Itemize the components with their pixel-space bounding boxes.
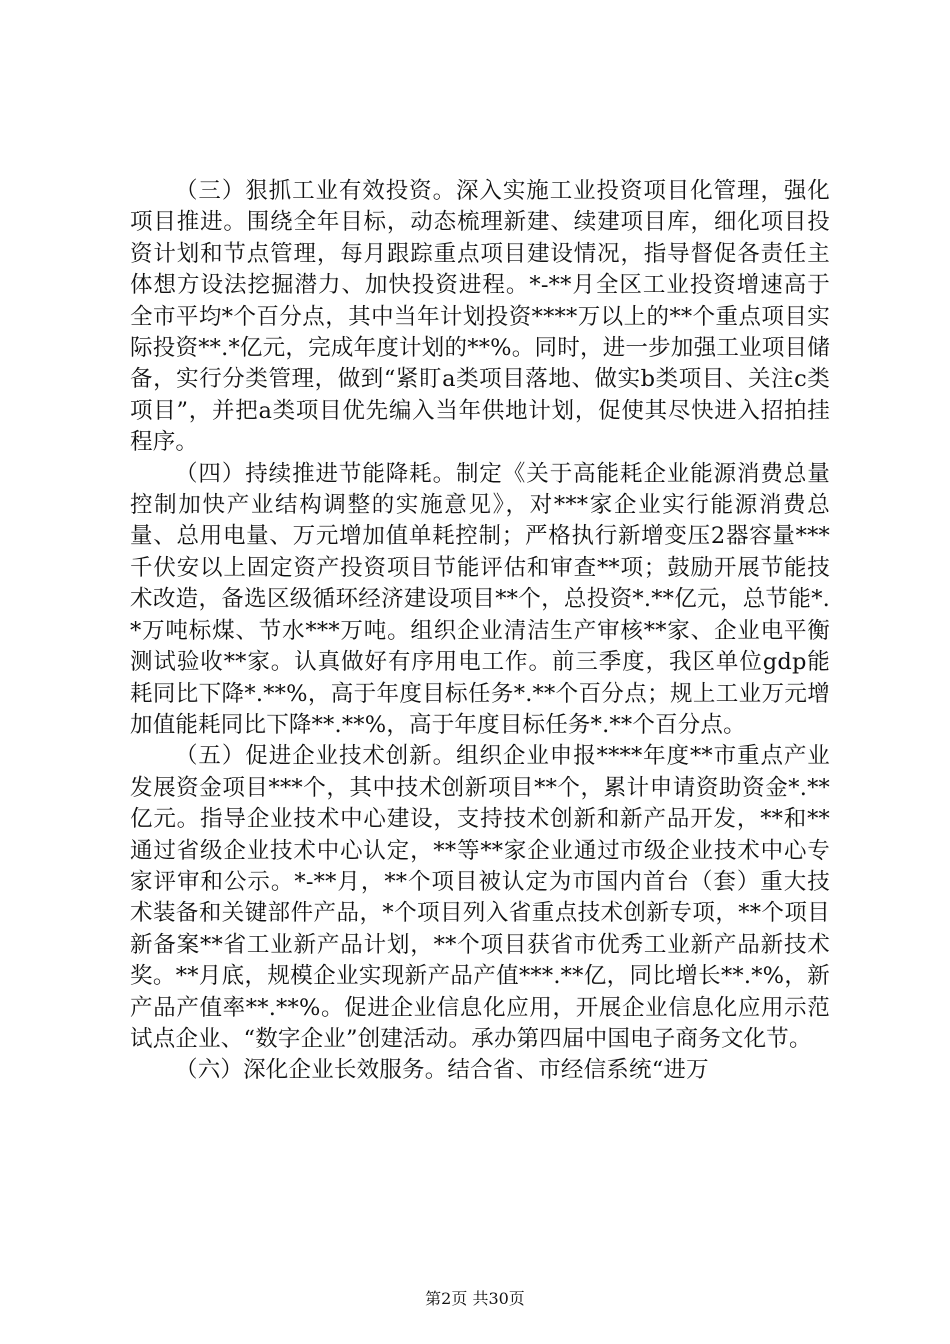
page-number-footer: 第2页 共30页 [425, 1289, 525, 1308]
paragraph-investment: （三）狠抓工业有效投资。深入实施工业投资项目化管理，强化项目推进。围绕全年目标，动态梳理新建、续建项目库，细化项目投资计划和节点管理，每月跟踪重点项目建设情况，指导督促各责任主体想方设法挖掘潜力、加快投资进程。*-**月全区工业投资增速高于全市平均*个百分点，其中当年计划投资****万以上的**个重点项目实际投资**.*亿元，完成年度计划的**%。同时，进一步加强工业项目储备，实行分类管理，做到“紧盯a类项目落地、做实b类项目、关注c类项目”，并把a类项目优先编入当年供地计划，促使其尽快进入招拍挂程序。 [130, 178, 830, 456]
paragraph-enterprise-service: （六）深化企业长效服务。结合省、市经信系统“进万 [175, 1057, 709, 1084]
paragraph-tech-innovation: （五）促进企业技术创新。组织企业申报****年度**市重点产业发展资金项目***个，其中技术创新项目**个，累计申请资助资金*.**亿元。指导企业技术中心建设，支持技术创新和新产品开发，**和**通过省级企业技术中心认定，**等**家企业通过市级企业技术中心专家评审和公示。*-**月，**个项目被认定为市国内首台（套）重大技术装备和关键部件产品，*个项目列入省重点技术创新专项，**个项目新备案**省工业新产品计划，**个项目获省市优秀工业新产品新技术奖。**月底，规模企业实现新产品产值***.**亿，同比增长**.*%，新产品产值率**.**%。促进企业信息化应用，开展企业信息化应用示范试点企业、“数字企业”创建活动。承办第四届中国电子商务文化节。 [130, 743, 830, 1052]
paragraph-energy-saving: （四）持续推进节能降耗。制定《关于高能耗企业能源消费总量控制加快产业结构调整的实施意见》，对***家企业实行能源消费总量、总用电量、万元增加值单耗控制；严格执行新增变压2器容量***千伏安以上固定资产投资项目节能评估和审查**项；鼓励开展节能技术改造，备选区级循环经济建设项目**个，总投资*.**亿元，总节能*.*万吨标煤、节水***万吨。组织企业清洁生产审核**家、企业电平衡测试验收**家。认真做好有序用电工作。前三季度，我区单位gdp能耗同比下降*.**%，高于年度目标任务*.**个百分点；规上工业万元增加值能耗同比下降**.**%，高于年度目标任务*.**个百分点。 [130, 460, 830, 738]
document-body [130, 176, 830, 1087]
